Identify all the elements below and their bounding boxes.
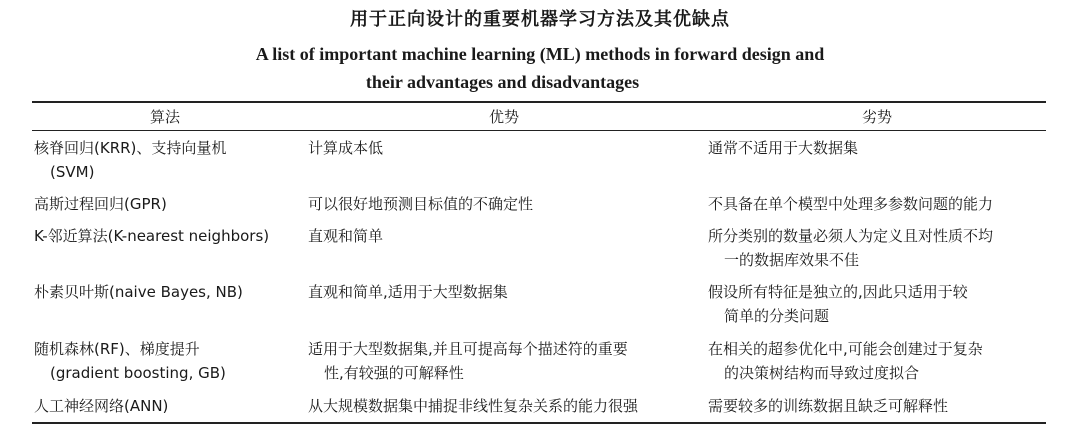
table-row-1-disadvantage xyxy=(708,136,1046,160)
cell-line: 直观和简单,适用于大型数据集 xyxy=(308,283,508,301)
cell-line: 随机森林(RF)、梯度提升 xyxy=(34,340,200,358)
cell-line: 从大规模数据集中捕捉非线性复杂关系的能力很强 xyxy=(308,397,639,415)
table-row-5-advantage xyxy=(308,337,700,385)
table-row-6-disadvantage xyxy=(708,394,1046,418)
table-row-5-algorithm xyxy=(34,337,296,385)
table-row-1-advantage xyxy=(308,136,700,160)
cell-line: 一的数据库效果不佳 xyxy=(724,251,860,269)
cell-line: 适用于大型数据集,并且可提高每个描述符的重要 xyxy=(308,340,628,358)
table-row-3-disadvantage xyxy=(708,224,1046,272)
cell-line: 高斯过程回归(GPR) xyxy=(34,195,167,213)
table-header-rule xyxy=(32,130,1046,131)
column-header-advantage: 优势 xyxy=(488,108,519,126)
cell-line: 可以很好地预测目标值的不确定性 xyxy=(308,195,534,213)
table-row-2-algorithm xyxy=(34,192,296,216)
cell-line: 计算成本低 xyxy=(308,139,384,157)
table-bottom-rule xyxy=(32,422,1046,424)
cell-line: 核脊回归(KRR)、支持向量机 xyxy=(34,139,227,157)
cell-line: 人工神经网络(ANN) xyxy=(34,397,169,415)
cell-line: 的决策树结构而导致过度拟合 xyxy=(724,364,920,382)
table-row-2-disadvantage xyxy=(708,192,1046,216)
table-row-3-algorithm xyxy=(34,224,296,248)
column-header-algorithm: 算法 xyxy=(149,108,180,126)
cell-line: (SVM) xyxy=(50,163,95,181)
cell-line: 直观和简单 xyxy=(308,227,384,245)
cell-line: 通常不适用于大数据集 xyxy=(708,139,859,157)
table-row-5-disadvantage xyxy=(708,337,1046,385)
cell-line: K-邻近算法(K-nearest neighbors) xyxy=(34,227,270,245)
table-row-2-advantage xyxy=(308,192,700,216)
table-row-4-algorithm xyxy=(34,280,296,304)
column-header-disadvantage: 劣势 xyxy=(861,108,892,126)
cell-line: 需要较多的训练数据且缺乏可解释性 xyxy=(708,397,949,415)
table-row-4-disadvantage xyxy=(708,280,1046,328)
table-row-3-advantage xyxy=(308,224,700,248)
cell-line: (gradient boosting, GB) xyxy=(50,364,226,382)
table-top-rule xyxy=(32,101,1046,103)
cell-line: 性,有较强的可解释性 xyxy=(324,364,464,382)
cell-line: 所分类别的数量必须人为定义且对性质不均 xyxy=(708,227,994,245)
table-title-english-line1: A list of important machine learning (ML) methods in forward design and xyxy=(255,44,825,64)
table-title-english-line2: their advantages and disadvantages xyxy=(365,72,640,92)
table-row-6-advantage xyxy=(308,394,700,418)
table-row-1-algorithm xyxy=(34,136,296,184)
table-row-4-advantage xyxy=(308,280,700,304)
table-row-6-algorithm xyxy=(34,394,296,418)
cell-line: 简单的分类问题 xyxy=(724,307,830,325)
cell-line: 朴素贝叶斯(naive Bayes, NB) xyxy=(34,283,243,301)
table-title-english xyxy=(0,40,1080,96)
table-title-chinese: 用于正向设计的重要机器学习方法及其优缺点 xyxy=(350,9,730,30)
cell-line: 在相关的超参优化中,可能会创建过于复杂 xyxy=(708,340,983,358)
cell-line: 不具备在单个模型中处理多参数问题的能力 xyxy=(708,195,994,213)
cell-line: 假设所有特征是独立的,因此只适用于较 xyxy=(708,283,968,301)
